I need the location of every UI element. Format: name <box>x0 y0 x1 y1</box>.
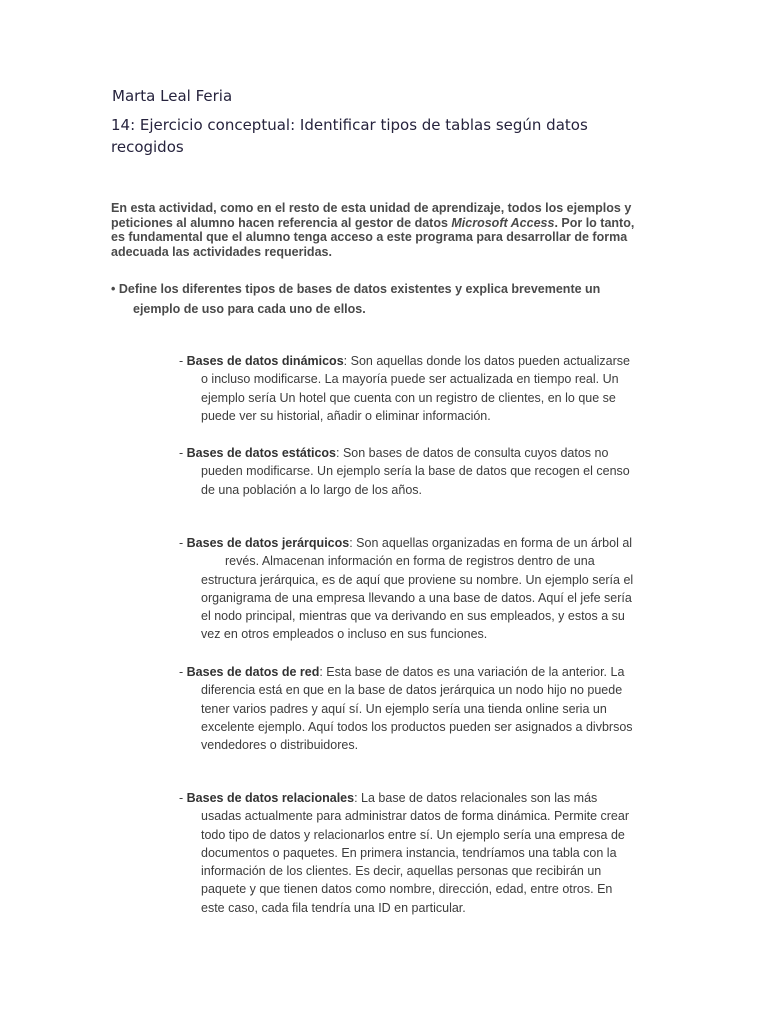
answer-line: : La base de datos relacionales son las más <box>354 791 598 805</box>
answer-line: ejemplo sería Un hotel que cuenta con un registro de clientes, en lo que se <box>201 390 616 405</box>
answer-item-red <box>179 663 649 754</box>
answer-line: : Son bases de datos de consulta cuyos datos no <box>336 446 609 460</box>
answer-term: Bases de datos dinámicos <box>186 354 344 368</box>
answer-line: documentos o paquetes. En primera instancia, tendríamos una tabla con la <box>201 845 617 860</box>
title-line-2: recogidos <box>111 138 184 156</box>
dash: - <box>179 791 187 805</box>
answer-item-estaticos <box>179 444 649 499</box>
dash: - <box>179 354 187 368</box>
intro-paragraph <box>111 201 656 259</box>
answer-term: Bases de datos estáticos <box>186 446 337 460</box>
answer-line: revés. Almacenan información en forma de registros dentro de una <box>225 554 595 569</box>
question-line-1 <box>111 279 631 299</box>
question-item <box>111 279 631 319</box>
answer-line: este caso, cada fila tendría una ID en particular. <box>201 900 466 915</box>
answer-line: organigrama de una empresa llevando a una base de datos. Aquí el jefe sería <box>201 590 632 605</box>
answer-line: pueden modificarse. Un ejemplo sería la base de datos que recogen el censo <box>201 464 630 479</box>
answer-line: paquete y que tienen datos como nombre, dirección, edad, entre otros. En <box>201 882 613 897</box>
answer-line: usadas actualmente para administrar datos de forma dinámica. Permite crear <box>201 809 629 824</box>
answer-line: vendedores o distribuidores. <box>201 738 359 753</box>
answer-line: tener varios padres y aquí sí. Un ejemplo sería una tienda online seria un <box>201 701 607 716</box>
bullet-icon: • <box>111 282 116 296</box>
answer-line: o incluso modificarse. La mayoría puede ser actualizada en tiempo real. Un <box>201 372 619 387</box>
answer-line: vez en otros empleados o incluso en sus funciones. <box>201 627 488 642</box>
intro-product-name: Microsoft Access <box>451 215 555 230</box>
dash: - <box>179 536 187 550</box>
intro-line-4: adecuada las actividades requeridas. <box>111 244 332 259</box>
answer-term: Bases de datos relacionales <box>186 791 355 805</box>
author-name: Marta Leal Feria <box>112 87 233 105</box>
answer-line: diferencia está en que en la base de datos jerárquica un nodo hijo no puede <box>201 683 623 698</box>
answer-item-jerarquicos <box>179 534 649 644</box>
answer-item-relacionales <box>179 789 649 917</box>
answer-term: Bases de datos jerárquicos <box>186 536 350 550</box>
question-text-1: Define los diferentes tipos de bases de datos existentes y explica brevemente un <box>118 282 601 296</box>
answer-line: de una población a lo largo de los años. <box>201 482 422 497</box>
answer-first-line <box>179 352 649 370</box>
intro-line-2a: peticiones al alumno hacen referencia al gestor de datos <box>111 215 452 230</box>
dash: - <box>179 665 187 679</box>
dash: - <box>179 446 187 460</box>
intro-line-3: es fundamental que el alumno tenga acceso a este programa para desarrollar de forma <box>111 230 628 244</box>
answer-line: : Son aquellas organizadas en forma de un árbol al <box>349 536 633 550</box>
answer-line: todo tipo de datos y relacionarlos entre sí. Un ejemplo sería una empresa de <box>201 827 625 842</box>
answer-first-line <box>179 534 649 552</box>
intro-line-2 <box>111 216 656 231</box>
answer-line: puede ver su historial, añadir o eliminar información. <box>201 408 491 423</box>
page-title <box>111 114 631 158</box>
answer-line: estructura jerárquica, es de aquí que proviene su nombre. Un ejemplo sería el <box>201 572 634 587</box>
answer-line: el nodo principal, mientras que va derivando en sus empleados, y estos a su <box>201 609 625 624</box>
answer-first-line <box>179 444 649 462</box>
answer-item-dinamicos <box>179 352 649 425</box>
answer-term: Bases de datos de red <box>186 665 320 679</box>
answer-first-line <box>179 789 649 807</box>
answer-line: : Esta base de datos es una variación de la anterior. La <box>319 665 625 679</box>
intro-line-2b: . Por lo tanto, <box>554 215 635 230</box>
answer-line: información de los clientes. Es decir, aquellas personas que recibirán un <box>201 864 602 879</box>
title-line-1: 14: Ejercicio conceptual: Identificar tipos de tablas según datos <box>111 116 588 134</box>
intro-line-1: En esta actividad, como en el resto de esta unidad de aprendizaje, todos los ejemplos y <box>111 201 632 215</box>
answer-first-line <box>179 663 649 681</box>
answer-line: : Son aquellas donde los datos pueden actualizarse <box>343 354 630 368</box>
question-line-2: ejemplo de uso para cada uno de ellos. <box>133 302 366 316</box>
answer-line: excelente ejemplo. Aquí todos los productos pueden ser asignados a divbrsos <box>201 719 633 734</box>
